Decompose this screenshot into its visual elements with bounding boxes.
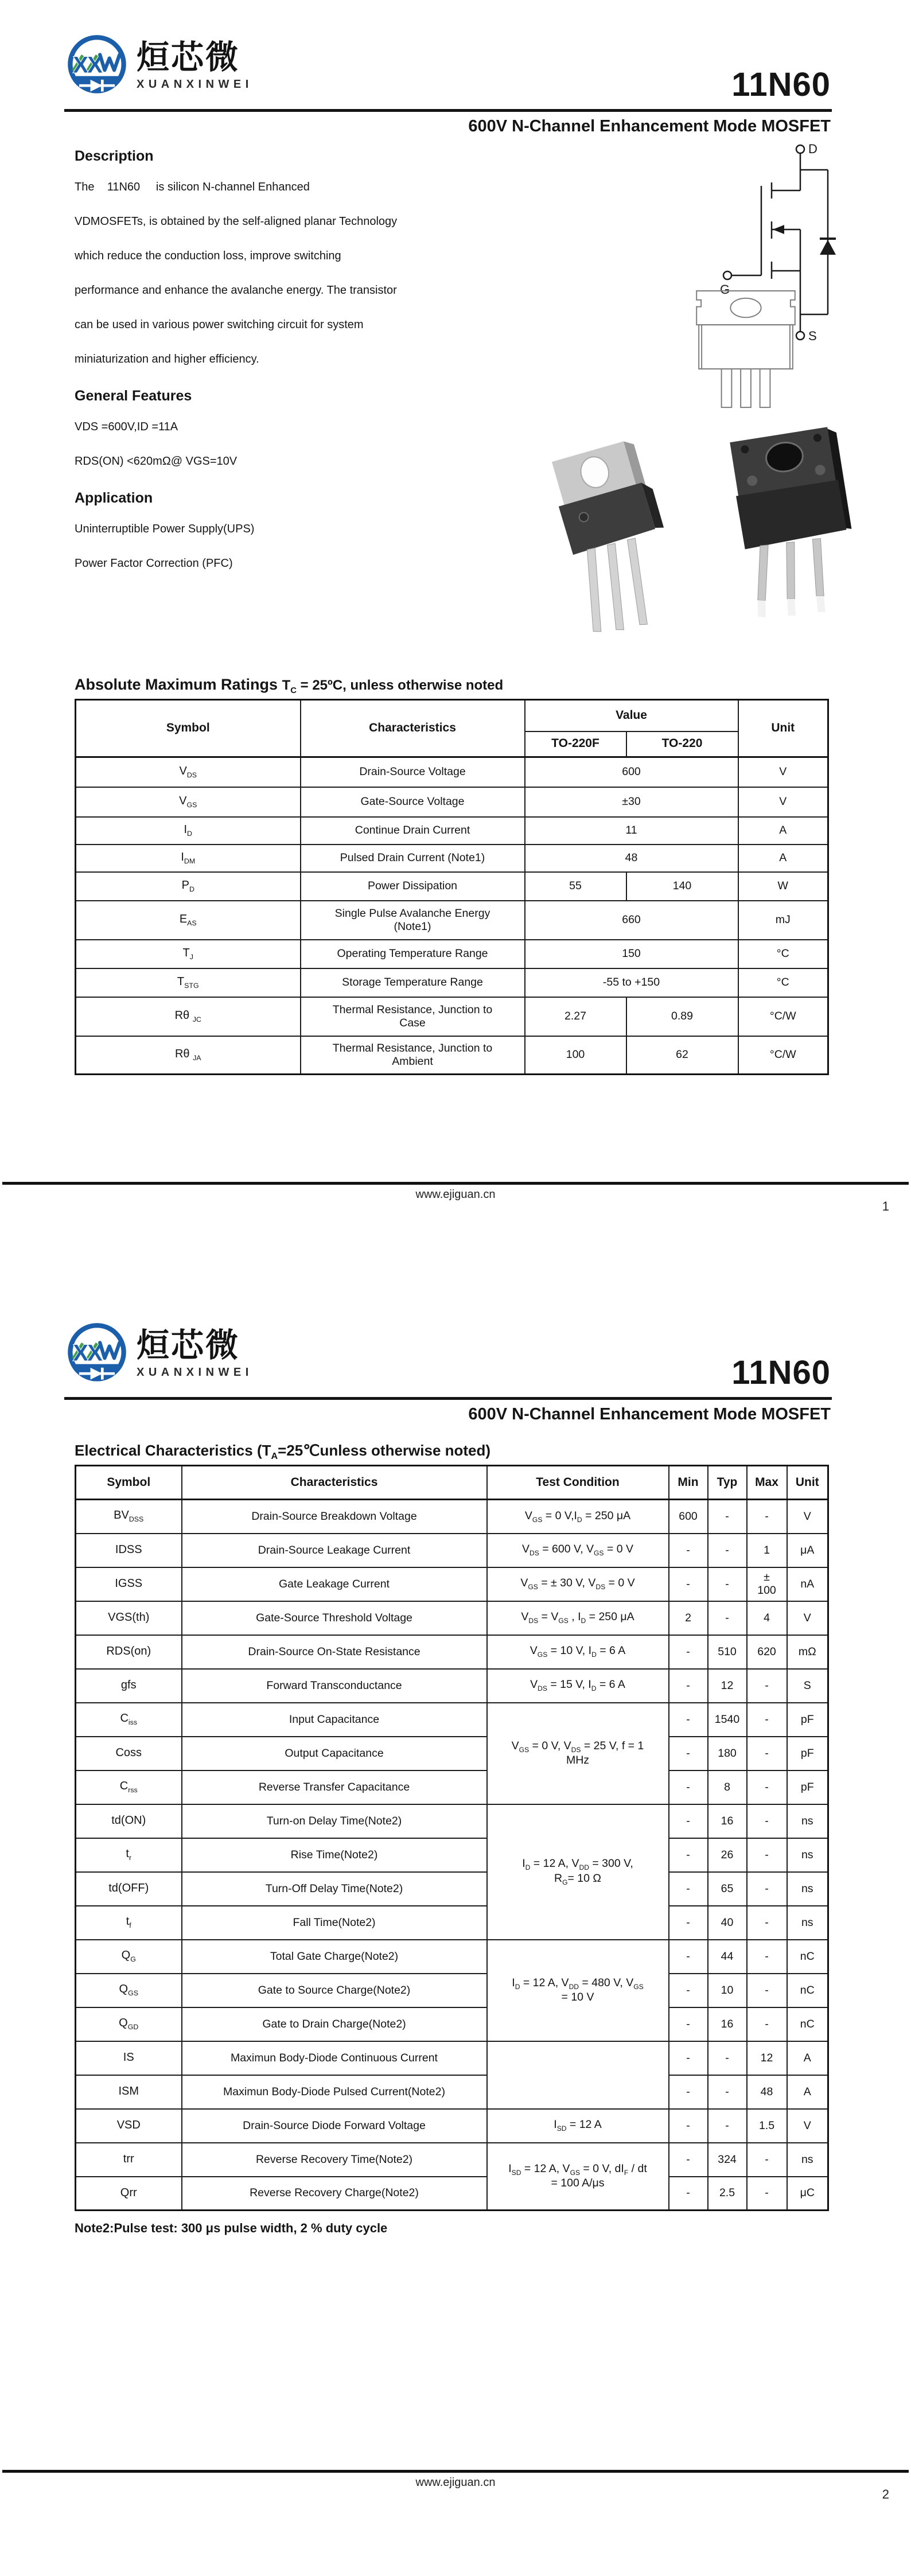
- elec-char-row: [76, 2075, 828, 2109]
- characteristics-cell: Fall Time(Note2): [182, 1906, 487, 1940]
- value-cell: 48: [525, 845, 738, 872]
- logo-text: [137, 1326, 253, 1379]
- abs-max-row: [76, 787, 828, 817]
- abs-max-title-note: $T_C$ = 25ºC, unless otherwise noted: [282, 678, 504, 695]
- col-header-typ: Typ: [708, 1466, 747, 1500]
- typ-cell: 65: [708, 1872, 747, 1906]
- logo-text: [137, 38, 253, 91]
- unit-cell: V: [787, 1500, 828, 1534]
- col-header-to220: TO-220: [626, 731, 738, 757]
- elec-char-row: [76, 1838, 828, 1872]
- brand-latin-name: XUANXINWEI: [137, 77, 253, 91]
- elec-char-row: [76, 1804, 828, 1838]
- unit-cell: W: [738, 872, 828, 901]
- max-cell: -: [747, 2143, 787, 2177]
- min-cell: -: [669, 1906, 708, 1940]
- max-cell: 1.5: [747, 2109, 787, 2143]
- symbol-cell: $E_{AS}$: [76, 901, 301, 940]
- unit-cell: °C/W: [738, 997, 828, 1036]
- max-cell: -: [747, 1906, 787, 1940]
- condition-cell: $V_{DS} = 600$ V, $V_{GS} = 0$ V: [487, 1534, 669, 1567]
- symbol-cell: VGS(th): [76, 1601, 182, 1635]
- symbol-cell: RDS(on): [76, 1635, 182, 1669]
- unit-cell: mJ: [738, 901, 828, 940]
- footer-rule: [2, 2470, 909, 2473]
- abs-max-heading: [75, 676, 503, 695]
- datasheet-page-2: [0, 1288, 911, 2576]
- text-line: VDS =600V,ID =11A: [75, 421, 178, 433]
- unit-cell: ns: [787, 1838, 828, 1872]
- unit-cell: nC: [787, 1940, 828, 1974]
- header-rule: [64, 1397, 832, 1400]
- value-cell: 11: [525, 817, 738, 845]
- application-heading: Application: [75, 490, 153, 506]
- symbol-cell: $BV_{DSS}$: [76, 1500, 182, 1534]
- characteristics-cell: Continue Drain Current: [301, 817, 525, 845]
- typ-cell: 16: [708, 2007, 747, 2041]
- min-cell: -: [669, 2109, 708, 2143]
- typ-cell: 8: [708, 1770, 747, 1804]
- condition-cell: $I_{SD} = 12$ A, $V_{GS} = 0$ V, $dI_F$ / dt = 100 A/μs: [487, 2143, 669, 2211]
- characteristics-cell: Storage Temperature Range: [301, 968, 525, 997]
- max-cell: 48: [747, 2075, 787, 2109]
- unit-cell: A: [787, 2041, 828, 2075]
- typ-cell: -: [708, 1567, 747, 1601]
- symbol-cell: $C_{rss}$: [76, 1770, 182, 1804]
- svg-text:X: X: [73, 1340, 88, 1366]
- unit-cell: nC: [787, 2007, 828, 2041]
- typ-cell: 1540: [708, 1703, 747, 1737]
- max-cell: -: [747, 1500, 787, 1534]
- unit-cell: nA: [787, 1567, 828, 1601]
- typ-cell: -: [708, 2075, 747, 2109]
- symbol-cell: td(ON): [76, 1804, 182, 1838]
- unit-cell: A: [738, 817, 828, 845]
- elec-char-row: [76, 1872, 828, 1906]
- elec-char-row: [76, 1635, 828, 1669]
- elec-char-row: [76, 1500, 828, 1534]
- text-line: VDMOSFETs, is obtained by the self-aligned planar Technology: [75, 215, 398, 228]
- text-line: can be used in various power switching circuit for system: [75, 318, 364, 331]
- unit-cell: °C: [738, 940, 828, 968]
- elec-header-row: [76, 1466, 828, 1500]
- to220-photo-icon: [542, 435, 686, 641]
- unit-cell: pF: [787, 1737, 828, 1770]
- symbol-cell: $V_{DS}$: [76, 757, 301, 787]
- col-header-min: Min: [669, 1466, 708, 1500]
- elec-char-row: [76, 1703, 828, 1737]
- symbol-cell: trr: [76, 2143, 182, 2177]
- abs-max-row: [76, 872, 828, 901]
- value-cell: 660: [525, 901, 738, 940]
- typ-cell: 180: [708, 1737, 747, 1770]
- elec-characteristics-heading: Electrical Characteristics ($T_A=25℃unless$ otherwise noted): [75, 1442, 491, 1462]
- min-cell: 2: [669, 1601, 708, 1635]
- characteristics-cell: Gate-Source Threshold Voltage: [182, 1601, 487, 1635]
- symbol-cell: Rθ $_{JA}$: [76, 1036, 301, 1075]
- symbol-cell: $Q_G$: [76, 1940, 182, 1974]
- symbol-cell: gfs: [76, 1669, 182, 1703]
- unit-cell: mΩ: [787, 1635, 828, 1669]
- abs-max-title: Absolute Maximum Ratings: [75, 676, 278, 693]
- page-number: 1: [882, 1199, 889, 1213]
- col-header-value: Value: [525, 700, 738, 731]
- characteristics-cell: Reverse Recovery Time(Note2): [182, 2143, 487, 2177]
- abs-max-row: [76, 940, 828, 968]
- symbol-cell: IDSS: [76, 1534, 182, 1567]
- min-cell: -: [669, 2075, 708, 2109]
- package-outline-icon: [691, 290, 800, 411]
- text-line: miniaturization and higher efficiency.: [75, 353, 259, 365]
- max-cell: -: [747, 1669, 787, 1703]
- value-cell: -55 to +150: [525, 968, 738, 997]
- company-logo: [64, 1321, 253, 1387]
- min-cell: -: [669, 1940, 708, 1974]
- characteristics-cell: Gate-Source Voltage: [301, 787, 525, 817]
- condition-cell: $V_{GS}$ = ± 30 V, $V_{DS} = 0$ V: [487, 1567, 669, 1601]
- condition-cell: $V_{GS} = 10$ V, $I_D = 6$ A: [487, 1635, 669, 1669]
- characteristics-cell: Turn-Off Delay Time(Note2): [182, 1872, 487, 1906]
- max-cell: 620: [747, 1635, 787, 1669]
- elec-char-row: [76, 1770, 828, 1804]
- min-cell: -: [669, 1770, 708, 1804]
- text-line: The 11N60 is silicon N-channel Enhanced: [75, 181, 310, 193]
- symbol-cell: $Q_{GD}$: [76, 2007, 182, 2041]
- symbol-cell: $Q_{GS}$: [76, 1974, 182, 2007]
- min-cell: -: [669, 1804, 708, 1838]
- characteristics-cell: Maximun Body-Diode Continuous Current: [182, 2041, 487, 2075]
- left-text-column: [75, 148, 551, 592]
- page-number: 2: [882, 2487, 889, 2501]
- typ-cell: -: [708, 1601, 747, 1635]
- characteristics-cell: Gate Leakage Current: [182, 1567, 487, 1601]
- max-cell: -: [747, 1838, 787, 1872]
- typ-cell: 510: [708, 1635, 747, 1669]
- gate-label: G: [720, 282, 730, 297]
- elec-char-row: [76, 1974, 828, 2007]
- logo-mark-icon: [64, 33, 130, 99]
- symbol-cell: $C_{iss}$: [76, 1703, 182, 1737]
- drain-label: D: [808, 142, 817, 156]
- characteristics-cell: Gate to Source Charge(Note2): [182, 1974, 487, 2007]
- max-cell: -: [747, 1703, 787, 1737]
- symbol-cell: IS: [76, 2041, 182, 2075]
- characteristics-cell: Drain-Source Diode Forward Voltage: [182, 2109, 487, 2143]
- typ-cell: 324: [708, 2143, 747, 2177]
- doc-subtitle: 600V N-Channel Enhancement Mode MOSFET: [468, 117, 831, 135]
- unit-cell: V: [738, 757, 828, 787]
- max-cell: ± 100: [747, 1567, 787, 1601]
- min-cell: -: [669, 1737, 708, 1770]
- symbol-cell: Qrr: [76, 2177, 182, 2211]
- typ-cell: 12: [708, 1669, 747, 1703]
- elec-char-row: [76, 1567, 828, 1601]
- min-cell: -: [669, 1838, 708, 1872]
- unit-cell: V: [787, 1601, 828, 1635]
- footer-website: www.ejiguan.cn: [415, 1188, 496, 1201]
- elec-char-row: [76, 2041, 828, 2075]
- max-cell: -: [747, 1872, 787, 1906]
- application-list: [75, 523, 551, 569]
- min-cell: -: [669, 1703, 708, 1737]
- package-outline-figure: [691, 290, 800, 411]
- abs-header-row-1: [76, 700, 828, 731]
- typ-cell: 40: [708, 1906, 747, 1940]
- elec-char-row: [76, 2177, 828, 2211]
- max-cell: 4: [747, 1601, 787, 1635]
- value-cell: 150: [525, 940, 738, 968]
- part-number: 11N60: [731, 1354, 831, 1391]
- description-paragraph: [75, 181, 551, 365]
- max-cell: -: [747, 1737, 787, 1770]
- condition-cell: $I_{SD} = 12$ A: [487, 2109, 669, 2143]
- min-cell: -: [669, 2007, 708, 2041]
- characteristics-cell: Gate to Drain Charge(Note2): [182, 2007, 487, 2041]
- value-cell: 600: [525, 757, 738, 787]
- header-rule: [64, 109, 832, 112]
- unit-cell: °C: [738, 968, 828, 997]
- col-header-symbol: Symbol: [76, 1466, 182, 1500]
- col-header-characteristics: Characteristics: [182, 1466, 487, 1500]
- characteristics-cell: Turn-on Delay Time(Note2): [182, 1804, 487, 1838]
- characteristics-cell: Drain-Source Voltage: [301, 757, 525, 787]
- symbol-cell: Coss: [76, 1737, 182, 1770]
- text-line: performance and enhance the avalanche energy. The transistor: [75, 284, 397, 297]
- col-header-unit: Unit: [787, 1466, 828, 1500]
- condition-cell: $V_{GS} = 0$ V, $V_{DS} = 25$ V, f = 1 MHz: [487, 1703, 669, 1804]
- electrical-characteristics-table: [75, 1465, 829, 2211]
- unit-cell: nC: [787, 1974, 828, 2007]
- col-header-to220f: TO-220F: [525, 731, 626, 757]
- characteristics-cell: Drain-Source On-State Resistance: [182, 1635, 487, 1669]
- symbol-cell: ISM: [76, 2075, 182, 2109]
- min-cell: -: [669, 1534, 708, 1567]
- symbol-cell: $T_J$: [76, 940, 301, 968]
- brand-chinese-name: 烜芯微: [137, 38, 240, 76]
- max-cell: -: [747, 1770, 787, 1804]
- symbol-cell: $I_{DM}$: [76, 845, 301, 872]
- col-header-symbol: Symbol: [76, 700, 301, 757]
- footer-rule: [2, 1182, 909, 1185]
- abs-max-row: [76, 968, 828, 997]
- typ-cell: -: [708, 1534, 747, 1567]
- symbol-cell: td(OFF): [76, 1872, 182, 1906]
- unit-cell: μA: [787, 1534, 828, 1567]
- abs-max-row: [76, 757, 828, 787]
- value-to220-cell: 140: [626, 872, 738, 901]
- abs-max-row: [76, 817, 828, 845]
- elec-char-row: [76, 2007, 828, 2041]
- abs-max-row: [76, 997, 828, 1036]
- elec-char-row: [76, 2143, 828, 2177]
- col-header-max: Max: [747, 1466, 787, 1500]
- source-label: S: [808, 329, 817, 343]
- min-cell: -: [669, 1974, 708, 2007]
- symbol-cell: VSD: [76, 2109, 182, 2143]
- min-cell: -: [669, 1669, 708, 1703]
- characteristics-cell: Thermal Resistance, Junction to Ambient: [301, 1036, 525, 1075]
- unit-cell: S: [787, 1669, 828, 1703]
- absolute-maximum-ratings-table: [75, 699, 829, 1075]
- characteristics-cell: Thermal Resistance, Junction to Case: [301, 997, 525, 1036]
- characteristics-cell: Input Capacitance: [182, 1703, 487, 1737]
- symbol-cell: Rθ $_{JC}$: [76, 997, 301, 1036]
- to220f-package-photo: [708, 423, 875, 624]
- abs-max-row: [76, 1036, 828, 1075]
- typ-cell: 26: [708, 1838, 747, 1872]
- unit-cell: ns: [787, 1872, 828, 1906]
- elec-char-row: [76, 1669, 828, 1703]
- unit-cell: ns: [787, 2143, 828, 2177]
- value-to220-cell: 0.89: [626, 997, 738, 1036]
- to220f-photo-icon: [708, 423, 875, 624]
- max-cell: -: [747, 2177, 787, 2211]
- unit-cell: pF: [787, 1770, 828, 1804]
- general-features-list: [75, 421, 551, 467]
- characteristics-cell: Reverse Recovery Charge(Note2): [182, 2177, 487, 2211]
- col-header-test-condition: Test Condition: [487, 1466, 669, 1500]
- min-cell: -: [669, 2041, 708, 2075]
- value-cell: ±30: [525, 787, 738, 817]
- elec-char-row: [76, 1534, 828, 1567]
- logo-mark-icon: [64, 1321, 130, 1387]
- general-features-heading: General Features: [75, 388, 192, 404]
- brand-chinese-name: 烜芯微: [137, 1326, 240, 1364]
- typ-cell: -: [708, 2109, 747, 2143]
- value-to220f-cell: 100: [525, 1036, 626, 1075]
- elec-char-row: [76, 2109, 828, 2143]
- max-cell: 12: [747, 2041, 787, 2075]
- text-line: RDS(ON) <620mΩ@ VGS=10V: [75, 455, 238, 468]
- characteristics-cell: Forward Transconductance: [182, 1669, 487, 1703]
- unit-cell: ns: [787, 1906, 828, 1940]
- unit-cell: A: [738, 845, 828, 872]
- col-header-unit: Unit: [738, 700, 828, 757]
- unit-cell: μC: [787, 2177, 828, 2211]
- svg-text:X: X: [73, 52, 88, 78]
- symbol-cell: $T_{STG}$: [76, 968, 301, 997]
- note2-text: Note2:Pulse test: 300 μs pulse width, 2 % duty cycle: [75, 2221, 388, 2235]
- min-cell: -: [669, 1635, 708, 1669]
- to220-package-photo: [542, 435, 686, 641]
- symbol-cell: $I_D$: [76, 817, 301, 845]
- characteristics-cell: Maximun Body-Diode Pulsed Current(Note2): [182, 2075, 487, 2109]
- elec-char-row: [76, 1737, 828, 1770]
- max-cell: -: [747, 2007, 787, 2041]
- characteristics-cell: Rise Time(Note2): [182, 1838, 487, 1872]
- characteristics-cell: Drain-Source Leakage Current: [182, 1534, 487, 1567]
- elec-char-row: [76, 1906, 828, 1940]
- abs-max-row: [76, 901, 828, 940]
- typ-cell: 10: [708, 1974, 747, 2007]
- max-cell: -: [747, 1804, 787, 1838]
- min-cell: -: [669, 1567, 708, 1601]
- condition-cell: $V_{GS} = 0$ $V,I_D = 250$ μA: [487, 1500, 669, 1534]
- text-line: Uninterruptible Power Supply(UPS): [75, 523, 255, 535]
- characteristics-cell: Single Pulse Avalanche Energy (Note1): [301, 901, 525, 940]
- characteristics-cell: Output Capacitance: [182, 1737, 487, 1770]
- condition-cell: [487, 2041, 669, 2109]
- min-cell: 600: [669, 1500, 708, 1534]
- typ-cell: 16: [708, 1804, 747, 1838]
- part-number: 11N60: [731, 66, 831, 103]
- text-line: which reduce the conduction loss, improve switching: [75, 250, 341, 262]
- characteristics-cell: Power Dissipation: [301, 872, 525, 901]
- max-cell: -: [747, 1974, 787, 2007]
- text-line: Power Factor Correction (PFC): [75, 557, 233, 570]
- characteristics-cell: Pulsed Drain Current (Note1): [301, 845, 525, 872]
- symbol-cell: $t_r$: [76, 1838, 182, 1872]
- unit-cell: pF: [787, 1703, 828, 1737]
- svg-text:X: X: [87, 52, 103, 78]
- typ-cell: 2.5: [708, 2177, 747, 2211]
- characteristics-cell: Reverse Transfer Capacitance: [182, 1770, 487, 1804]
- elec-char-row: [76, 1601, 828, 1635]
- unit-cell: ns: [787, 1804, 828, 1838]
- typ-cell: -: [708, 2041, 747, 2075]
- elec-char-row: [76, 1940, 828, 1974]
- unit-cell: V: [787, 2109, 828, 2143]
- brand-latin-name: XUANXINWEI: [137, 1365, 253, 1379]
- condition-cell: $I_D = 12$ A, $V_{DD} = 480$ V, $V_{GS}$ = 10 V: [487, 1940, 669, 2041]
- abs-max-row: [76, 845, 828, 872]
- value-to220-cell: 62: [626, 1036, 738, 1075]
- svg-text:X: X: [87, 1340, 103, 1366]
- condition-cell: $I_D = 12$ A, $V_{DD} = 300$ V, $R_G= 10$ Ω: [487, 1804, 669, 1940]
- min-cell: -: [669, 1872, 708, 1906]
- unit-cell: A: [787, 2075, 828, 2109]
- max-cell: -: [747, 1940, 787, 1974]
- typ-cell: -: [708, 1500, 747, 1534]
- footer-website: www.ejiguan.cn: [415, 2476, 496, 2489]
- company-logo: [64, 33, 253, 99]
- characteristics-cell: Total Gate Charge(Note2): [182, 1940, 487, 1974]
- symbol-cell: $V_{GS}$: [76, 787, 301, 817]
- min-cell: -: [669, 2177, 708, 2211]
- symbol-cell: IGSS: [76, 1567, 182, 1601]
- unit-cell: °C/W: [738, 1036, 828, 1075]
- value-to220f-cell: 2.27: [525, 997, 626, 1036]
- description-heading: Description: [75, 148, 154, 164]
- characteristics-cell: Drain-Source Breakdown Voltage: [182, 1500, 487, 1534]
- characteristics-cell: Operating Temperature Range: [301, 940, 525, 968]
- value-to220f-cell: 55: [525, 872, 626, 901]
- condition-cell: $V_{DS} = V_{GS}$ , $I_D = 250$ μA: [487, 1601, 669, 1635]
- unit-cell: V: [738, 787, 828, 817]
- max-cell: 1: [747, 1534, 787, 1567]
- symbol-cell: $P_D$: [76, 872, 301, 901]
- doc-subtitle: 600V N-Channel Enhancement Mode MOSFET: [468, 1405, 831, 1423]
- condition-cell: $V_{DS} = 15$ V, $I_D = 6$ A: [487, 1669, 669, 1703]
- symbol-cell: $t_f$: [76, 1906, 182, 1940]
- typ-cell: 44: [708, 1940, 747, 1974]
- min-cell: -: [669, 2143, 708, 2177]
- col-header-characteristics: Characteristics: [301, 700, 525, 757]
